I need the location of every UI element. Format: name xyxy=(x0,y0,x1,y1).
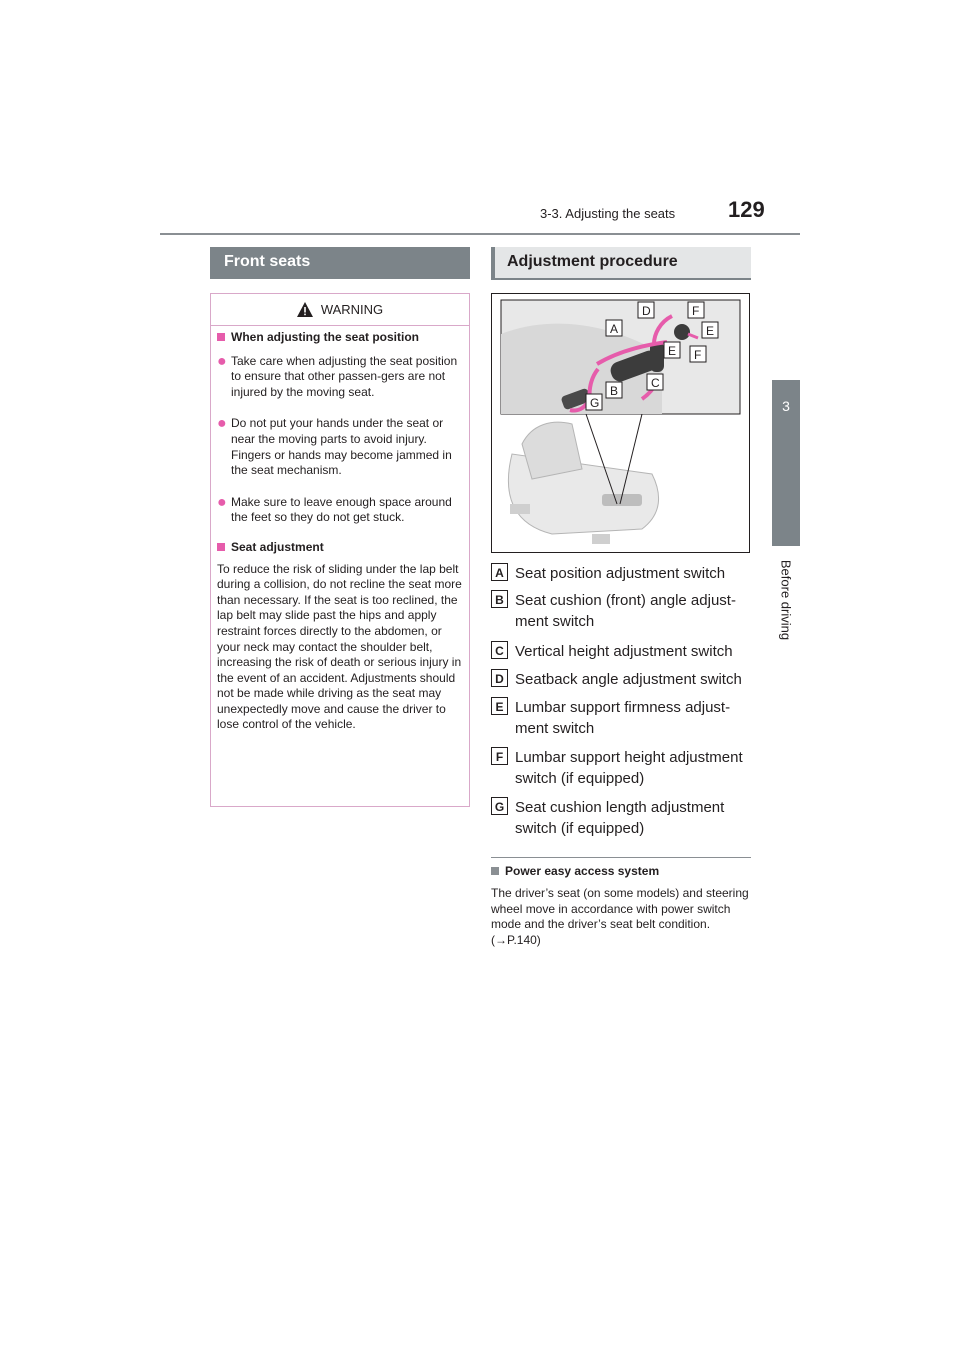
legend-text: Seat position adjustment switch xyxy=(515,565,726,582)
legend-key: B xyxy=(491,590,508,608)
legend-text: Lumbar support firmness adjust-ment switch xyxy=(515,699,731,737)
square-bullet-icon xyxy=(217,333,225,341)
warning-box xyxy=(210,293,470,807)
legend-text: Seat cushion length adjustment switch (if equipped) xyxy=(515,799,725,837)
legend-item xyxy=(491,563,751,584)
figure-label-e: E xyxy=(668,344,677,358)
legend-key: A xyxy=(491,563,508,581)
legend-item xyxy=(491,590,751,632)
power-easy-access-heading: Power easy access system xyxy=(491,864,659,878)
legend-text: Lumbar support height adjustment switch (if equipped) xyxy=(515,749,743,787)
legend-text: Seat cushion (front) angle adjust-ment switch xyxy=(515,592,736,630)
warning-body xyxy=(217,330,463,733)
square-bullet-icon xyxy=(491,867,499,875)
dot-bullet-icon: ● xyxy=(217,415,227,433)
heading-underline xyxy=(491,278,751,280)
figure-label-c: C xyxy=(651,376,660,390)
chapter-number: 3 xyxy=(782,398,790,414)
legend-key: C xyxy=(491,641,508,659)
legend-key: E xyxy=(491,697,508,715)
warning-subheading-seat-position: When adjusting the seat position xyxy=(217,330,463,346)
figure-label-d: D xyxy=(642,304,651,318)
legend-item xyxy=(491,669,751,690)
warning-bullet: ● Take care when adjusting the seat position to ensure that other passen-gers are not injured by the moving seat. xyxy=(217,352,458,399)
legend-key: G xyxy=(491,797,508,815)
warning-paragraph: To reduce the risk of sliding under the lap belt during a collision, do not recline the seat more than necessary. If the seat is too reclined, the lap belt may slide past the hips and apply restraint forces directly to the abdomen, or your neck may contact the shoulder belt, increasing the risk of death or serious injury in the event of an accident. Adjustments should not be made while driving as the seat may unexpectedly move and cause the driver to lose control of the vehicle. xyxy=(217,561,462,732)
adjustment-procedure-heading: Adjustment procedure xyxy=(491,247,751,279)
warning-icon xyxy=(297,302,313,317)
legend-text: Vertical height adjustment switch xyxy=(515,643,733,660)
warning-subheading-seat-adjustment: Seat adjustment xyxy=(217,540,463,556)
legend-key: D xyxy=(491,669,508,687)
dot-bullet-icon: ● xyxy=(217,352,227,370)
square-bullet-icon xyxy=(217,543,225,551)
warning-bullet: ● Make sure to leave enough space around the feet so they do not get stuck. xyxy=(217,493,452,525)
chapter-label: Before driving xyxy=(778,559,794,641)
front-seats-heading: Front seats xyxy=(210,247,470,279)
figure-label-b: B xyxy=(610,384,619,398)
legend-item xyxy=(491,797,751,839)
figure-label-f: F xyxy=(694,348,702,362)
figure-label-e: E xyxy=(706,324,715,338)
legend-text: Seatback angle adjustment switch xyxy=(515,671,742,688)
page-number: 129 xyxy=(728,197,765,222)
seat-diagram xyxy=(492,294,750,553)
header-divider xyxy=(160,233,800,235)
figure-label-f: F xyxy=(692,304,700,318)
legend-key: F xyxy=(491,747,508,765)
dot-bullet-icon: ● xyxy=(217,493,227,511)
power-easy-access-text: The driver’s seat (on some models) and steering wheel move in accordance with power switch mode and the driver’s seat belt condition. (→P.140) xyxy=(491,886,749,947)
figure-label-g: G xyxy=(590,396,600,410)
section-title: 3-3. Adjusting the seats xyxy=(540,206,676,221)
figure-label-a: A xyxy=(610,322,619,336)
warning-header xyxy=(211,294,469,326)
legend-item xyxy=(491,641,751,662)
warning-bullet: ● Do not put your hands under the seat or near the moving parts to avoid injury. Fingers or hands may become jammed in the seat mechanism. xyxy=(217,415,452,478)
legend-item xyxy=(491,697,751,739)
warning-title: WARNING xyxy=(320,302,384,317)
section-divider xyxy=(491,857,751,858)
legend-item xyxy=(491,747,751,789)
seat-switch-illustration xyxy=(491,293,750,553)
